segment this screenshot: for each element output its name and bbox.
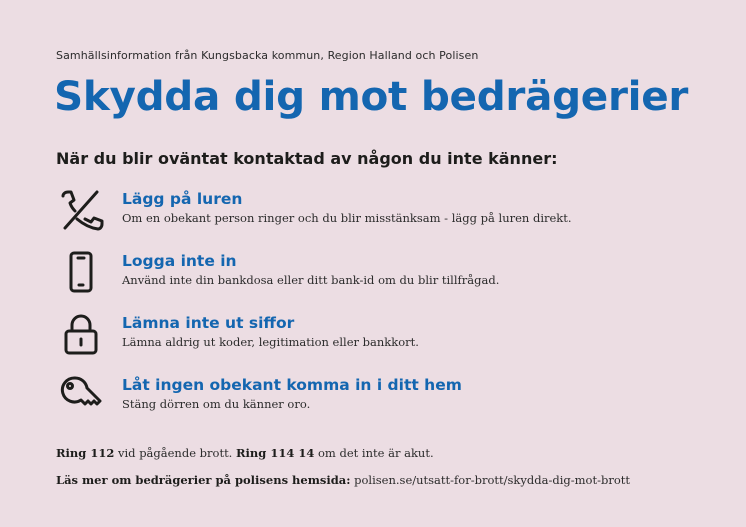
ring-112-label: Ring 112 <box>56 446 115 460</box>
more-info-label: Läs mer om bedrägerier på polisens hemsida: <box>56 473 351 487</box>
padlock-icon <box>56 309 106 359</box>
more-info <box>56 473 630 487</box>
tip-heading: Lägg på luren <box>122 190 243 208</box>
tip-hang-up <box>56 185 696 235</box>
tip-text: Använd inte din bankdosa eller ditt bank-id om du blir tillfrågad. <box>122 273 500 287</box>
tip-text: Lämna aldrig ut koder, legitimation eller bankkort. <box>122 335 419 349</box>
hang-up-phone-icon <box>56 185 106 235</box>
tip-no-codes <box>56 309 696 359</box>
tip-no-entry <box>56 371 696 421</box>
tip-heading: Lämna inte ut siffor <box>122 314 295 332</box>
emergency-numbers <box>56 446 434 460</box>
ring-11414-text: om det inte är akut. <box>314 446 434 460</box>
police-website-link[interactable]: polisen.se/utsatt-for-brott/skydda-dig-mot-brott <box>350 473 630 487</box>
page-title: Skydda dig mot bedrägerier <box>54 72 689 120</box>
mobile-phone-icon <box>56 247 106 297</box>
ring-112-text: vid pågående brott. <box>114 446 236 460</box>
tip-text: Stäng dörren om du känner oro. <box>122 397 311 411</box>
tip-text: Om en obekant person ringer och du blir misstänksam - lägg på luren direkt. <box>122 211 572 225</box>
tip-heading: Låt ingen obekant komma in i ditt hem <box>122 376 462 394</box>
eyebrow-text: Samhällsinformation från Kungsbacka kommun, Region Halland och Polisen <box>56 49 479 62</box>
tip-heading: Logga inte in <box>122 252 237 270</box>
tip-no-login <box>56 247 696 297</box>
lead-text: När du blir oväntat kontaktad av någon du inte känner: <box>56 149 558 168</box>
ring-11414-label: Ring 114 14 <box>236 446 315 460</box>
key-icon <box>56 371 106 421</box>
